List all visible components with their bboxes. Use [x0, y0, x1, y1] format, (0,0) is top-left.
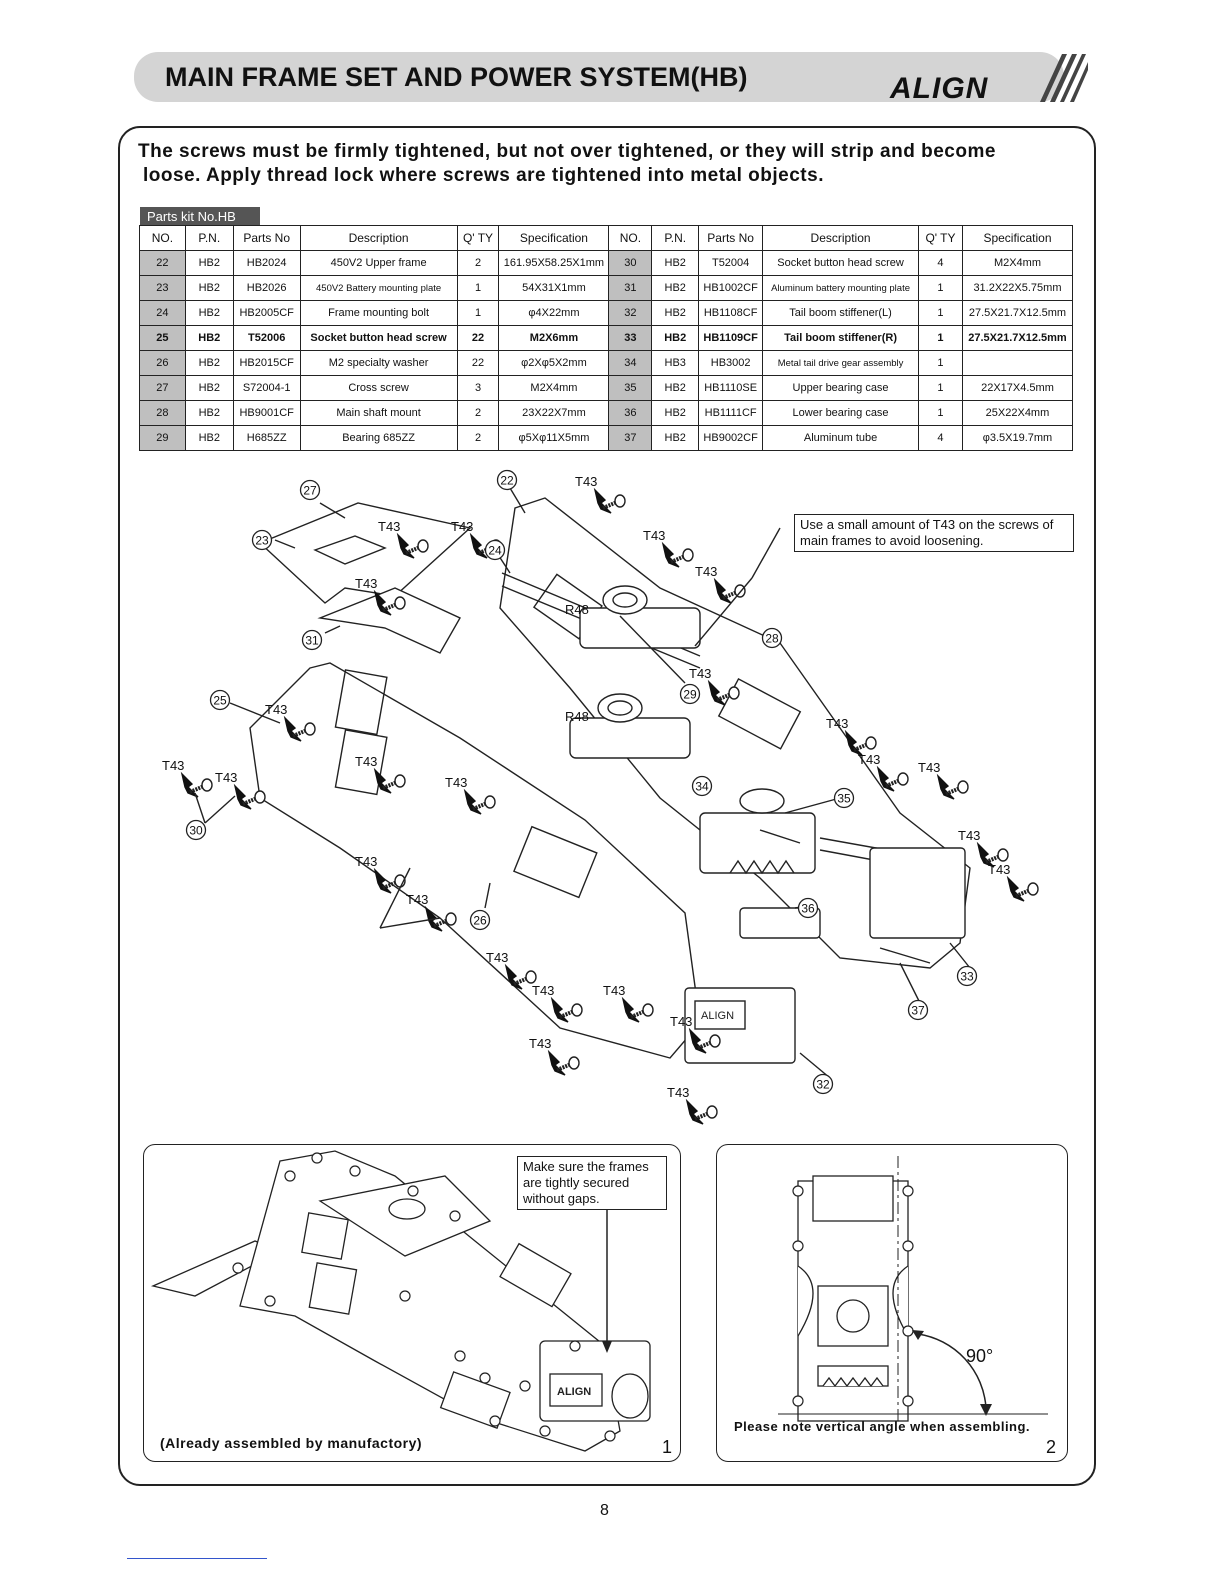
callout-27: 27	[303, 483, 317, 498]
table-cell: HB2	[652, 251, 699, 276]
table-cell: φ2Xφ5X2mm	[499, 351, 609, 376]
t43-label: T43	[670, 1014, 693, 1029]
parts-table-body	[140, 251, 1073, 451]
table-cell: 28	[140, 401, 186, 426]
table-cell: HB2	[185, 301, 233, 326]
threadlock-arrow-icon	[687, 1101, 703, 1124]
table-cell: HB1109CF	[699, 326, 763, 351]
threadlock-arrow-icon	[595, 490, 611, 513]
screw-icon	[190, 779, 212, 792]
table-cell: M2 specialty washer	[300, 351, 457, 376]
t43-label: T43	[532, 983, 555, 998]
callout-23: 23	[255, 533, 269, 548]
angle-label: 90°	[966, 1346, 994, 1366]
threadlock-arrow-icon	[1008, 878, 1024, 901]
table-row	[140, 426, 1073, 451]
callout-25: 25	[213, 693, 227, 708]
callout-32: 32	[816, 1077, 830, 1092]
table-cell: HB1110SE	[699, 376, 763, 401]
table-cell: T52006	[233, 326, 300, 351]
t43-label: T43	[355, 576, 378, 591]
table-cell: Tail boom stiffener(L)	[763, 301, 919, 326]
table-row	[140, 251, 1073, 276]
threadlock-arrow-icon	[715, 580, 731, 603]
page-title: MAIN FRAME SET AND POWER SYSTEM(HB)	[165, 62, 748, 92]
t43-label: T43	[445, 775, 468, 790]
warning-line-1: The screws must be firmly tightened, but not over tightened, or they will strip and become	[138, 141, 996, 162]
table-cell: HB2	[652, 326, 699, 351]
screw-icon	[986, 849, 1008, 862]
t43-label: T43	[603, 983, 626, 998]
table-cell: HB3002	[699, 351, 763, 376]
t43-label: T43	[667, 1085, 690, 1100]
table-cell: 1	[919, 376, 963, 401]
callout-26: 26	[473, 913, 487, 928]
warning-text	[138, 140, 1088, 188]
table-cell: HB2	[185, 276, 233, 301]
screw-icon	[695, 1106, 717, 1119]
stiffener-brand: ALIGN	[557, 1386, 592, 1398]
r48-label: R48	[565, 602, 589, 617]
callout-24: 24	[488, 543, 502, 558]
callout-36: 36	[801, 901, 815, 916]
table-cell: HB2024	[233, 251, 300, 276]
callout-22: 22	[500, 473, 514, 488]
callout-31: 31	[305, 633, 319, 648]
callout-34: 34	[695, 779, 709, 794]
column-header: Description	[300, 226, 457, 251]
threadlock-note: Use a small amount of T43 on the screws of main frames to avoid loosening.	[794, 514, 1074, 552]
screw-icon	[854, 737, 876, 750]
t43-label: T43	[643, 528, 666, 543]
table-cell: 32	[609, 301, 652, 326]
screw-icon	[723, 585, 745, 598]
t43-label: T43	[486, 950, 509, 965]
table-cell: 3	[457, 376, 499, 401]
table-cell: 34	[609, 351, 652, 376]
main-shaft-mount-lower	[570, 718, 690, 758]
table-cell: Frame mounting bolt	[300, 301, 457, 326]
table-cell: 37	[609, 426, 652, 451]
table-cell: 161.95X58.25X1mm	[499, 251, 609, 276]
t43-label: T43	[695, 564, 718, 579]
t43-label: T43	[355, 754, 378, 769]
callout-30: 30	[189, 823, 203, 838]
column-header: NO.	[609, 226, 652, 251]
table-cell: 30	[609, 251, 652, 276]
column-header: P.N.	[185, 226, 233, 251]
table-cell: M2X6mm	[499, 326, 609, 351]
footer-link-line	[127, 1558, 267, 1559]
column-header: Q' TY	[919, 226, 963, 251]
table-cell: 1	[919, 276, 963, 301]
table-cell: T52004	[699, 251, 763, 276]
table-cell: 1	[919, 301, 963, 326]
threadlock-arrow-icon	[471, 535, 487, 558]
table-cell: 27.5X21.7X12.5mm	[962, 326, 1072, 351]
table-cell: HB1111CF	[699, 401, 763, 426]
table-cell: Main shaft mount	[300, 401, 457, 426]
table-cell: Bearing 685ZZ	[300, 426, 457, 451]
column-header: P.N.	[652, 226, 699, 251]
table-cell: 31.2X22X5.75mm	[962, 276, 1072, 301]
table-cell: 23X22X7mm	[499, 401, 609, 426]
table-cell: 27.5X21.7X12.5mm	[962, 301, 1072, 326]
t43-label: T43	[858, 752, 881, 767]
aluminum-battery-mounting-plate	[320, 588, 460, 653]
column-header: Parts No	[233, 226, 300, 251]
table-cell: Lower bearing case	[763, 401, 919, 426]
table-cell: 450V2 Battery mounting plate	[300, 276, 457, 301]
table-cell: Socket button head screw	[300, 326, 457, 351]
threadlock-arrow-icon	[663, 544, 679, 567]
threadlock-arrow-icon	[235, 786, 251, 809]
table-cell: 26	[140, 351, 186, 376]
table-cell: 1	[919, 351, 963, 376]
column-header: Specification	[962, 226, 1072, 251]
table-cell: HB2	[185, 376, 233, 401]
table-cell: S72004-1	[233, 376, 300, 401]
table-cell: HB1108CF	[699, 301, 763, 326]
table-cell: 33	[609, 326, 652, 351]
t43-label: T43	[826, 716, 849, 731]
table-cell: φ3.5X19.7mm	[962, 426, 1072, 451]
vertical-angle-illustration	[718, 1146, 1066, 1460]
parts-table	[139, 225, 1073, 451]
parts-table-header	[140, 226, 1073, 251]
t43-label: T43	[689, 666, 712, 681]
table-cell: HB9001CF	[233, 401, 300, 426]
table-cell: 25	[140, 326, 186, 351]
table-cell: HB3	[652, 351, 699, 376]
frame-stiffener-brand: ALIGN	[701, 1010, 735, 1022]
screw-icon	[1016, 883, 1038, 896]
callout-33: 33	[960, 969, 974, 984]
table-cell: Tail boom stiffener(R)	[763, 326, 919, 351]
table-cell: 24	[140, 301, 186, 326]
table-row	[140, 276, 1073, 301]
table-cell: 1	[919, 326, 963, 351]
table-cell: 4	[919, 426, 963, 451]
table-cell: M2X4mm	[962, 251, 1072, 276]
t43-label: T43	[575, 474, 598, 489]
table-cell: 29	[140, 426, 186, 451]
table-cell: Aluminum battery mounting plate	[763, 276, 919, 301]
t43-label: T43	[451, 519, 474, 534]
table-cell: HB2	[185, 326, 233, 351]
threadlock-arrow-icon	[549, 1052, 565, 1075]
table-cell: 2	[457, 426, 499, 451]
column-header: Q' TY	[457, 226, 499, 251]
panel-1-number: 1	[662, 1437, 673, 1457]
callout-28: 28	[765, 631, 779, 646]
t43-label: T43	[988, 862, 1011, 877]
tail-boom-stiffener-right	[870, 848, 965, 938]
table-cell: 23	[140, 276, 186, 301]
table-cell: HB2	[652, 276, 699, 301]
main-shaft-mount-upper	[580, 608, 700, 648]
column-header: Description	[763, 226, 919, 251]
t43-label: T43	[215, 770, 238, 785]
table-row	[140, 301, 1073, 326]
t43-label: T43	[162, 758, 185, 773]
r48-label: R48	[565, 709, 589, 724]
screw-icon	[603, 495, 625, 508]
table-cell: 54X31X1mm	[499, 276, 609, 301]
column-header: Parts No	[699, 226, 763, 251]
t43-label: T43	[918, 760, 941, 775]
screw-icon	[946, 781, 968, 794]
table-cell: 4	[919, 251, 963, 276]
table-cell: Socket button head screw	[763, 251, 919, 276]
table-row	[140, 376, 1073, 401]
table-cell: 31	[609, 276, 652, 301]
table-row	[140, 326, 1073, 351]
table-cell: HB2	[652, 301, 699, 326]
callout-35: 35	[837, 791, 851, 806]
table-cell: HB2	[652, 376, 699, 401]
t43-label: T43	[355, 854, 378, 869]
warning-line-2: loose. Apply thread lock where screws are tightened into metal objects.	[143, 165, 824, 186]
table-cell: 22X17X4.5mm	[962, 376, 1072, 401]
panel-2-number: 2	[1046, 1437, 1057, 1457]
column-header: Specification	[499, 226, 609, 251]
screw-icon	[671, 549, 693, 562]
brand-logo: ALIGN	[890, 72, 989, 105]
table-cell: Upper bearing case	[763, 376, 919, 401]
screw-icon	[557, 1057, 579, 1070]
table-cell: 27	[140, 376, 186, 401]
table-cell: H685ZZ	[233, 426, 300, 451]
table-cell: HB2005CF	[233, 301, 300, 326]
t43-label: T43	[406, 892, 429, 907]
t43-label: T43	[958, 828, 981, 843]
table-cell: Metal tail drive gear assembly	[763, 351, 919, 376]
table-cell: 35	[609, 376, 652, 401]
table-cell	[962, 351, 1072, 376]
table-cell: HB2026	[233, 276, 300, 301]
table-cell: 2	[457, 401, 499, 426]
callout-37: 37	[911, 1003, 925, 1018]
table-cell: Cross screw	[300, 376, 457, 401]
table-cell: 1	[457, 276, 499, 301]
t43-label: T43	[378, 519, 401, 534]
table-cell: 22	[140, 251, 186, 276]
table-cell: 1	[457, 301, 499, 326]
t43-label: T43	[265, 702, 288, 717]
table-cell: HB2	[185, 351, 233, 376]
table-cell: 2	[457, 251, 499, 276]
table-cell: M2X4mm	[499, 376, 609, 401]
column-header: NO.	[140, 226, 186, 251]
table-cell: 22	[457, 351, 499, 376]
header-stripes-decoration	[1020, 50, 1090, 106]
table-cell: 450V2 Upper frame	[300, 251, 457, 276]
parts-kit-label: Parts kit No.HB	[140, 207, 260, 226]
table-cell: HB2	[652, 426, 699, 451]
frames-secured-note: Make sure the frames are tightly secured without gaps.	[517, 1156, 667, 1210]
table-cell: HB2	[185, 401, 233, 426]
page-number: 8	[600, 1502, 609, 1519]
table-cell: HB2	[185, 251, 233, 276]
panel-2-caption: Please note vertical angle when assembling.	[734, 1419, 1031, 1434]
exploded-assembly-diagram	[140, 468, 1090, 1138]
table-cell: HB9002CF	[699, 426, 763, 451]
table-cell: HB1002CF	[699, 276, 763, 301]
table-cell: HB2	[652, 401, 699, 426]
screw-icon	[886, 773, 908, 786]
table-row	[140, 401, 1073, 426]
table-row	[140, 351, 1073, 376]
table-cell: φ4X22mm	[499, 301, 609, 326]
panel-1-caption: (Already assembled by manufactory)	[160, 1435, 423, 1451]
table-cell: HB2015CF	[233, 351, 300, 376]
threadlock-arrow-icon	[938, 776, 954, 799]
table-cell: 25X22X4mm	[962, 401, 1072, 426]
table-cell: φ5Xφ11X5mm	[499, 426, 609, 451]
table-cell: Aluminum tube	[763, 426, 919, 451]
callout-29: 29	[683, 687, 697, 702]
table-cell: 22	[457, 326, 499, 351]
t43-label: T43	[529, 1036, 552, 1051]
table-cell: 1	[919, 401, 963, 426]
table-cell: HB2	[185, 426, 233, 451]
table-cell: 36	[609, 401, 652, 426]
screw-icon	[243, 791, 265, 804]
